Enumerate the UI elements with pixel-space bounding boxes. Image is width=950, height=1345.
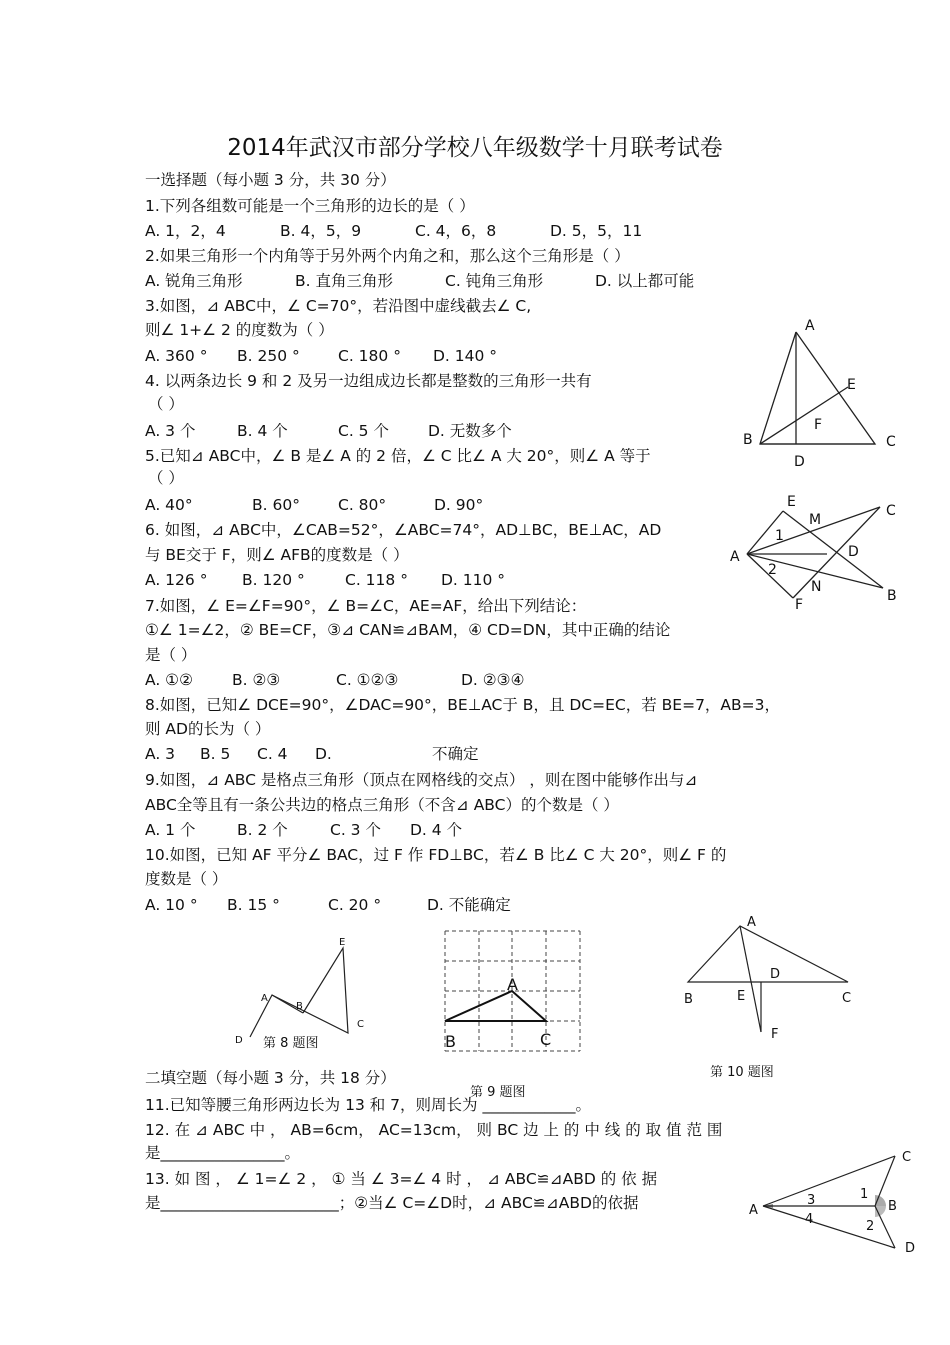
q3-option-b: B. 250 ° [237,347,300,365]
question-12-line-2: 是________________。 [145,1144,301,1162]
q3-option-a: A. 360 ° [145,347,208,365]
question-7-line-1: 7.如图，∠ E=∠F=90°，∠ B=∠C，AE=AF，给出下列结论： [145,597,587,615]
question-13-line-1: 13. 如 图 ， ∠ 1=∠ 2 ， ① 当 ∠ 3=∠ 4 时 ， ⊿ ABC≌⊿ABD 的 依 据 [145,1170,658,1188]
figure-q7-diagram [725,488,910,613]
section-1-heading: 一选择题（每小题 3 分，共 30 分） [145,171,396,189]
q5-option-d: D. 90° [434,496,484,514]
q2-option-a: A. 锐角三角形 [145,272,243,290]
q4-option-a: A. 3 个 [145,422,196,440]
fig13-label-a: A [749,1203,758,1218]
q1-option-d: D. 5，5，11 [550,222,643,240]
question-8-line-2: 则 AD的长为（ ） [145,720,271,738]
q9-option-d: D. 4 个 [410,821,463,839]
q7-option-c: C. ①②③ [336,671,399,689]
q5-option-c: C. 80° [338,496,387,514]
question-6-line-2: 与 BE交于 F，则∠ AFB的度数是（ ） [145,546,409,564]
fig8-label-c: C [357,1019,364,1030]
q8-option-b: B. 5 [200,745,231,763]
q6-option-a: A. 126 ° [145,571,208,589]
q4-option-b: B. 4 个 [237,422,288,440]
q10-option-c: C. 20 ° [328,896,382,914]
page-title: 2014年武汉市部分学校八年级数学十月联考试卷 [227,135,723,161]
question-10-line-2: 度数是（ ） [145,870,228,888]
fig6-label-n: N [811,579,822,595]
q10-option-a: A. 10 ° [145,896,198,914]
question-4-line-2: （ ） [148,395,184,413]
fig6-label-m: M [809,512,822,528]
question-10-line-1: 10.如图，已知 AF 平分∠ BAC，过 F 作 FD⊥BC，若∠ B 比∠ C 大 20°，则∠ F 的 [145,846,727,864]
question-3-line-1: 3.如图，⊿ ABC中，∠ C=70°，若沿图中虚线截去∠ C, [145,297,532,315]
fig13-label-2: 2 [866,1219,875,1234]
figure-9-caption: 第 9 题图 [470,1085,526,1100]
q2-option-c: C. 钝角三角形 [445,272,544,290]
question-1: 1.下列各组数可能是一个三角形的边长的是（ ） [145,197,475,215]
fig3-label-e: E [847,377,856,393]
q6-option-d: D. 110 ° [441,571,506,589]
q5-option-a: A. 40° [145,496,193,514]
q3-option-d: D. 140 ° [433,347,498,365]
figure-8-caption: 第 8 题图 [263,1036,319,1051]
q9-option-a: A. 1 个 [145,821,196,839]
fig3-label-a: A [805,318,815,334]
fig9-label-c: C [540,1030,552,1049]
fig10-label-f: F [771,1027,779,1042]
fig13-label-c: C [902,1150,912,1165]
q2-option-d: D. 以上都可能 [595,272,695,290]
fig8-label-b: B [296,1001,303,1012]
fig13-label-b: B [888,1199,897,1214]
q10-option-d: D. 不能确定 [427,896,511,914]
q6-option-b: B. 120 ° [242,571,305,589]
fig13-label-4: 4 [805,1212,814,1227]
question-8-line-1: 8.如图，已知∠ DCE=90°，∠DAC=90°，BE⊥AC于 B，且 DC=EC，若 BE=7，AB=3， [145,696,781,714]
fig10-label-c: C [842,991,852,1006]
question-13-line-2: 是_______________________；②当∠ C=∠D时，⊿ ABC≌⊿ABD的依据 [145,1194,639,1212]
question-9-line-2: ABC全等且有一条公共边的格点三角形（不含⊿ ABC）的个数是（ ） [145,796,619,814]
fig10-label-e: E [737,989,746,1004]
figure-q3-triangle [735,310,910,470]
fig8-label-a: A [261,993,268,1004]
fig9-label-b: B [445,1032,456,1051]
fig3-label-f: F [814,417,823,433]
q8-option-a: A. 3 [145,745,176,763]
question-5-line-1: 5.已知⊿ ABC中，∠ B 是∠ A 的 2 倍，∠ C 比∠ A 大 20°，则∠ A 等于 [145,447,651,465]
question-5-line-2: （ ） [148,469,184,487]
fig3-label-b: B [743,432,753,448]
question-6-line-1: 6. 如图，⊿ ABC中，∠CAB=52°，∠ABC=74°，AD⊥BC，BE⊥AC，AD [145,521,662,539]
q8-option-c: C. 4 [257,745,288,763]
q6-option-c: C. 118 ° [345,571,408,589]
figure-q13-diagram [745,1148,925,1260]
fig3-label-c: C [886,434,896,450]
fig6-label-c: C [886,503,896,519]
q4-option-c: C. 5 个 [338,422,389,440]
fig8-label-e: E [339,937,346,948]
question-11: 11.已知等腰三角形两边长为 13 和 7，则周长为 ____________。 [145,1096,591,1114]
fig10-label-d: D [770,967,781,982]
question-9-line-1: 9.如图，⊿ ABC 是格点三角形（顶点在网格线的交点） ，则在图中能够作出与⊿ [145,771,698,789]
fig13-label-d: D [905,1241,916,1256]
figure-q10-diagram [678,912,858,1042]
fig6-label-a: A [730,549,740,565]
question-7-line-2: ①∠ 1=∠2，② BE=CF，③⊿ CAN≌⊿BAM，④ CD=DN，其中正确的结论 [145,621,671,639]
fig6-label-d: D [848,544,859,560]
q9-option-c: C. 3 个 [330,821,381,839]
fig13-label-1: 1 [860,1187,869,1202]
q1-option-b: B. 4，5，9 [280,222,362,240]
q3-option-c: C. 180 ° [338,347,401,365]
q8-option-d-text: 不确定 [432,745,479,763]
question-3-line-2: 则∠ 1+∠ 2 的度数为（ ） [145,321,334,339]
q7-option-a: A. ①② [145,671,193,689]
question-2: 2.如果三角形一个内角等于另外两个内角之和，那么这个三角形是（ ） [145,247,630,265]
q9-option-b: B. 2 个 [237,821,288,839]
fig8-label-d: D [235,1035,243,1046]
question-4-line-1: 4. 以两条边长 9 和 2 及另一边组成边长都是整数的三角形一共有 [145,372,592,390]
q10-option-b: B. 15 ° [227,896,280,914]
q1-option-a: A. 1，2，4 [145,222,226,240]
q8-option-d: D. [315,745,332,763]
fig6-label-f: F [795,597,804,613]
question-12-line-1: 12. 在 ⊿ ABC 中 ， AB=6cm， AC=13cm， 则 BC 边 上 的 中 线 的 取 值 范 围 [145,1121,723,1139]
figure-10-caption: 第 10 题图 [710,1065,774,1080]
fig6-label-1: 1 [775,528,784,544]
fig13-label-3: 3 [807,1193,816,1208]
q7-option-b: B. ②③ [232,671,281,689]
figure-q9-grid [440,928,585,1056]
fig6-label-2: 2 [768,562,777,578]
fig6-label-e: E [787,494,796,510]
q2-option-b: B. 直角三角形 [295,272,393,290]
fig6-label-b: B [887,588,897,604]
q4-option-d: D. 无数多个 [428,422,512,440]
fig10-label-a: A [747,915,756,930]
question-7-line-3: 是（ ） [145,646,197,664]
q5-option-b: B. 60° [252,496,300,514]
fig9-label-a: A [507,975,518,994]
section-2-heading: 二填空题（每小题 3 分，共 18 分） [145,1069,396,1087]
fig10-label-b: B [684,992,693,1007]
fig3-label-d: D [794,454,805,470]
q7-option-d: D. ②③④ [461,671,525,689]
q1-option-c: C. 4，6，8 [415,222,497,240]
